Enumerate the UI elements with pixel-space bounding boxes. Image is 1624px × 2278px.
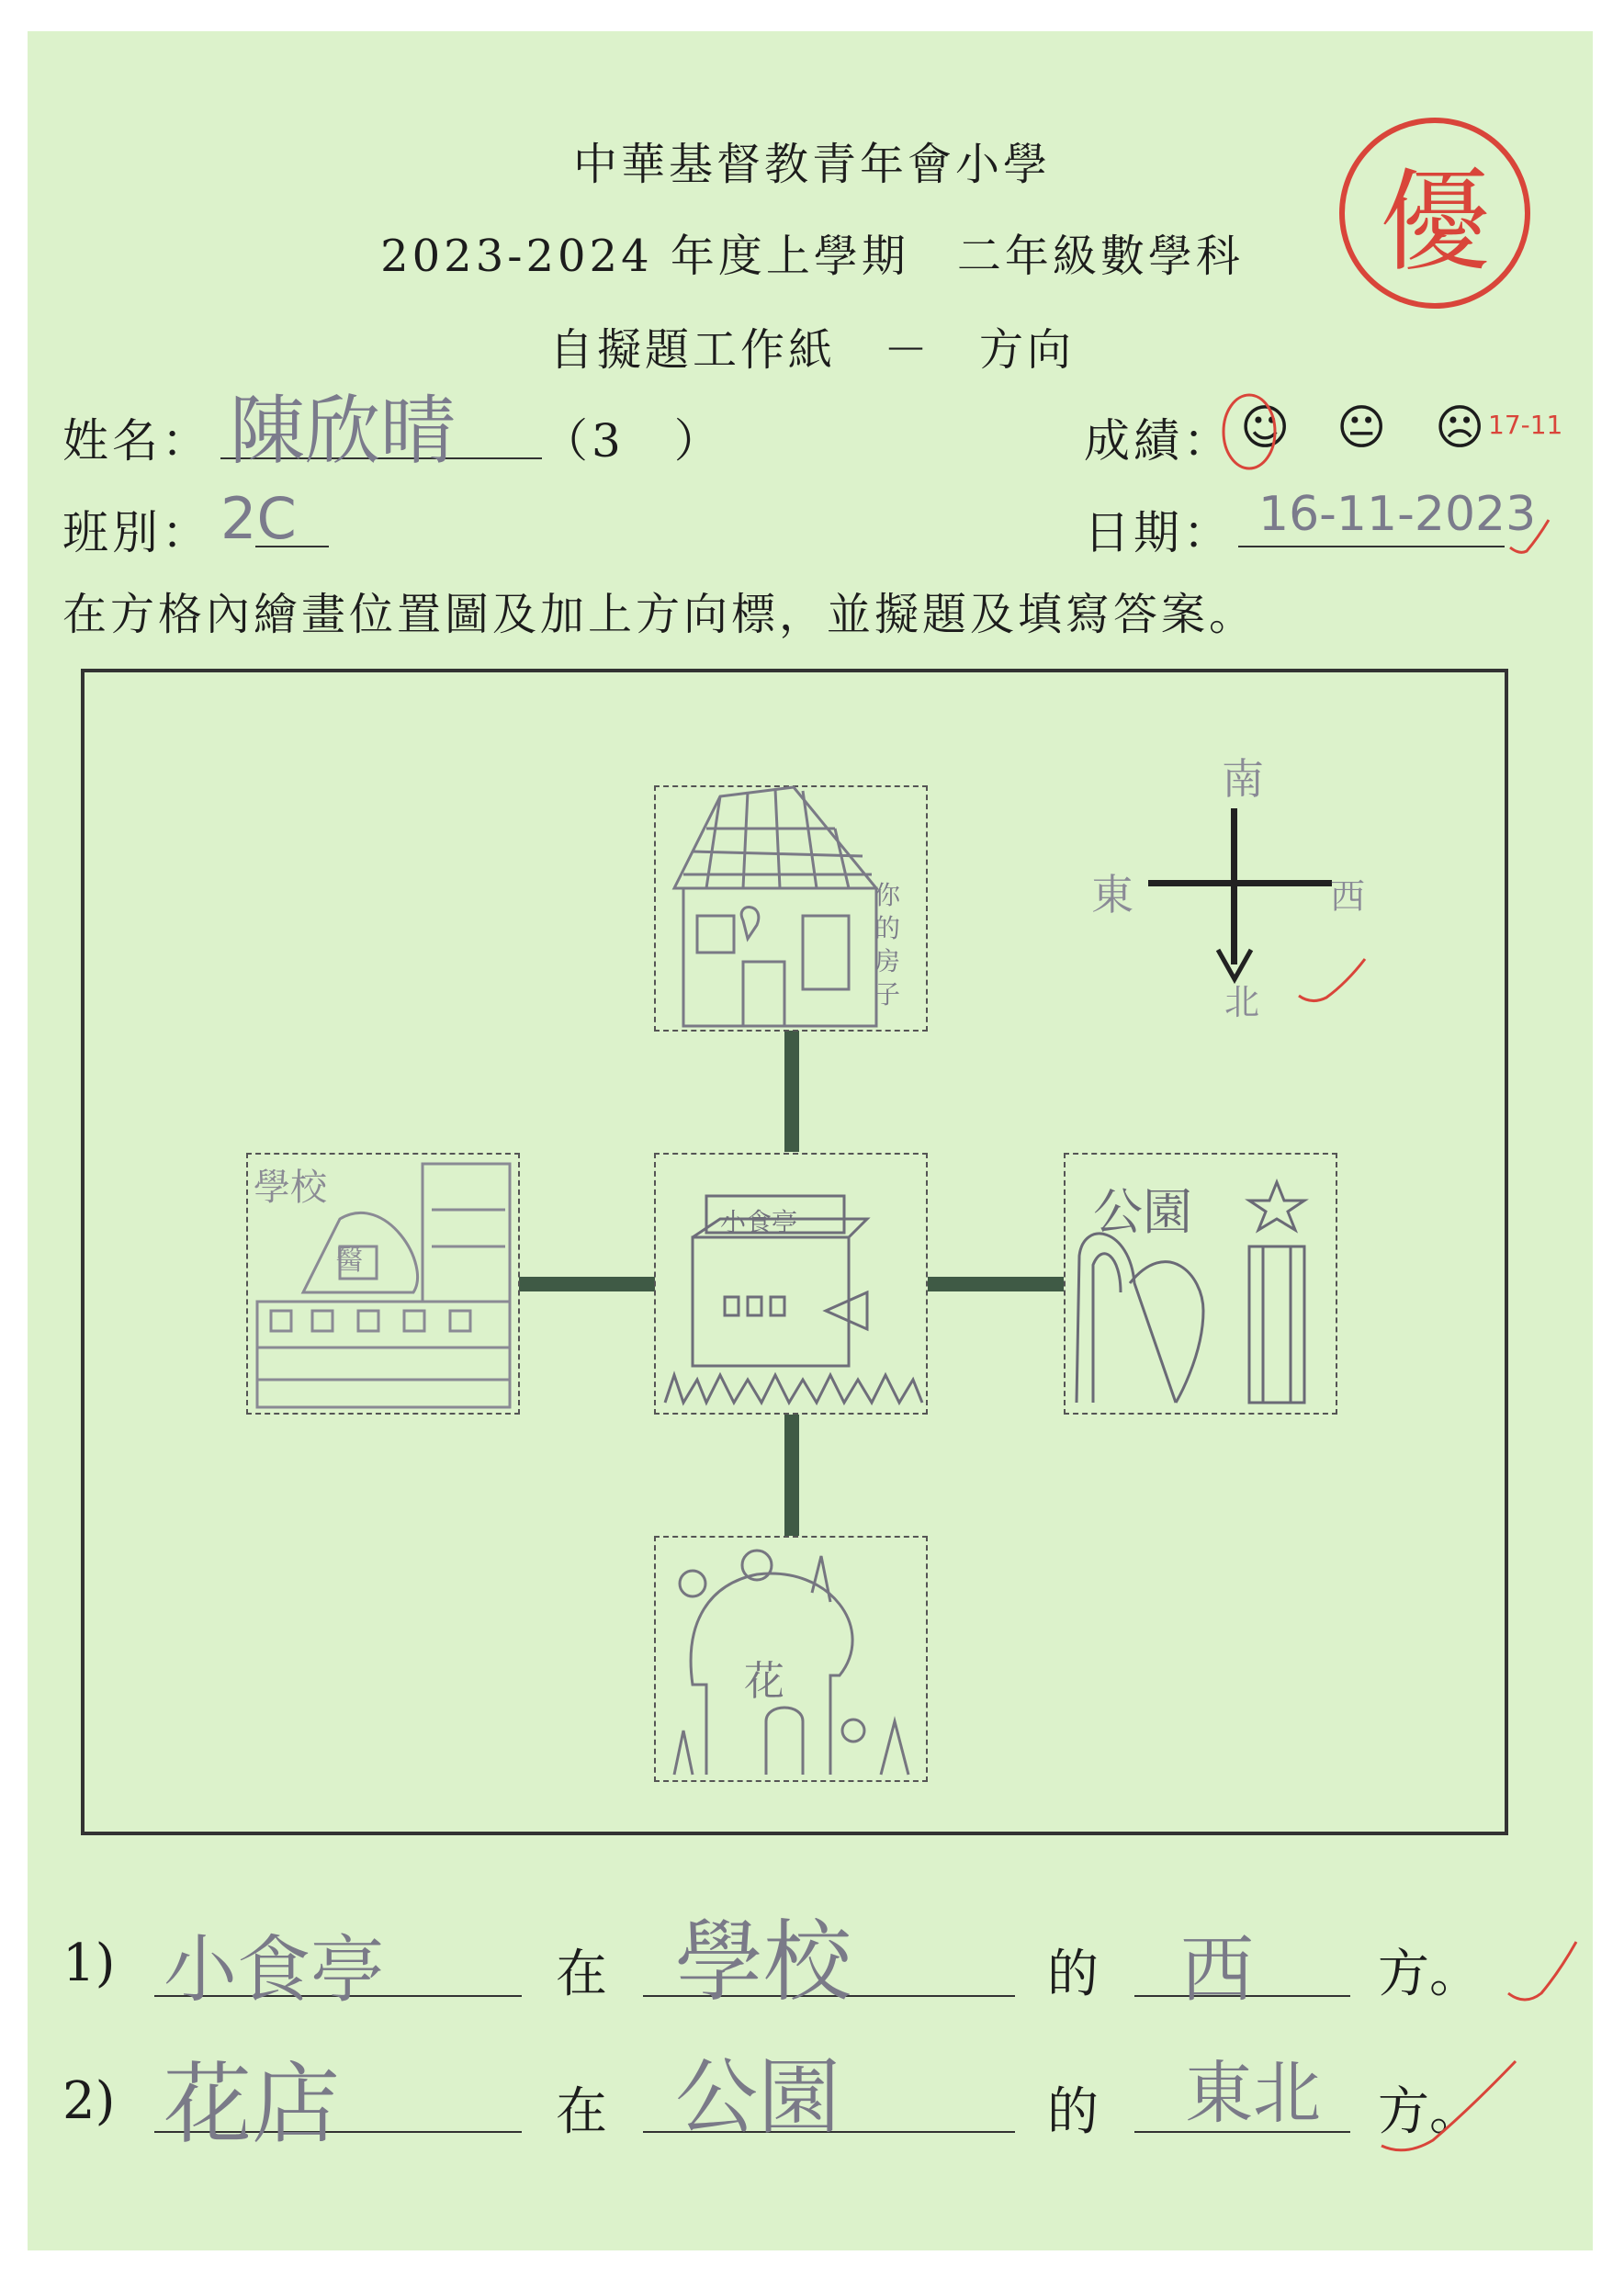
term-line: 2023-2024 年度上學期 二年級數學科	[380, 231, 1244, 282]
neutral-face-icon: 😐	[1336, 400, 1391, 456]
connector-right	[928, 1277, 1064, 1291]
student-name: 陳欣晴	[230, 388, 457, 475]
right-building-label: 公園	[1093, 1183, 1192, 1241]
date-check-mark	[1506, 514, 1552, 560]
compass-south: 南	[1222, 754, 1264, 804]
q2-connector-in: 在	[556, 2082, 607, 2142]
score-label: 成績：	[1084, 414, 1233, 468]
q2-check-mark	[1378, 2058, 1525, 2159]
left-building-sign: 醫	[335, 1245, 363, 1277]
connector-bottom	[784, 1415, 799, 1536]
date-value: 16-11-2023	[1258, 487, 1537, 542]
q2-number: 2)	[62, 2071, 116, 2131]
school-name: 中華基督教青年會小學	[572, 139, 1051, 190]
happy-face-icon: ☺	[1240, 400, 1294, 456]
grade-seal: 優	[1339, 118, 1530, 309]
q2-answer-a: 花店	[164, 2053, 340, 2156]
compass-north: 北	[1224, 982, 1260, 1022]
map-cell-bottom	[654, 1536, 928, 1782]
score-circle-mark	[1217, 386, 1281, 478]
q2-answer-dir: 東北	[1185, 2054, 1321, 2133]
q2-connector-of: 的	[1047, 2082, 1099, 2142]
connector-left	[519, 1277, 655, 1291]
compass-vertical	[1231, 808, 1237, 964]
q1-connector-in: 在	[556, 1945, 607, 2004]
map-cell-right	[1064, 1153, 1337, 1415]
q1-answer-dir: 西	[1180, 1927, 1254, 2013]
top-building-label: 你的房子	[874, 880, 901, 1009]
q2-answer-b: 公園	[675, 2049, 840, 2146]
compass-east: 東	[1091, 870, 1133, 919]
student-class: 2C	[220, 485, 297, 552]
map-cell-center	[654, 1153, 928, 1415]
center-building-label: 小食亭	[720, 1207, 798, 1237]
compass-check-mark	[1295, 955, 1369, 1010]
class-label: 班別：	[62, 506, 211, 559]
compass-west: 西	[1330, 876, 1366, 917]
compass-horizontal	[1148, 880, 1332, 886]
q1-connector-of: 的	[1047, 1945, 1099, 2004]
q1-number: 1)	[62, 1934, 116, 1993]
q2-ending: 方。	[1378, 2082, 1481, 2142]
worksheet-title: 自擬題工作紙 － 方向	[548, 324, 1075, 376]
bottom-building-label: 花	[744, 1658, 784, 1705]
instruction-text: 在方格內繪畫位置圖及加上方向標，並擬題及填寫答案。	[62, 589, 1257, 640]
q1-answer-a: 小食亭	[164, 1927, 384, 2013]
name-label: 姓名：	[62, 414, 211, 468]
q1-check-mark	[1506, 1938, 1580, 2012]
date-label: 日期：	[1084, 506, 1233, 559]
connector-top	[784, 1031, 799, 1152]
student-number: （3 ）	[542, 414, 724, 468]
map-cell-left	[246, 1153, 520, 1415]
q1-answer-b: 學校	[675, 1911, 851, 2013]
q1-ending: 方。	[1378, 1945, 1481, 2004]
date-underline	[1238, 546, 1505, 547]
left-building-label: 學校	[254, 1167, 327, 1209]
map-cell-top	[654, 785, 928, 1032]
sad-face-icon: ☹	[1435, 400, 1489, 456]
marking-date: 17-11	[1488, 410, 1563, 440]
